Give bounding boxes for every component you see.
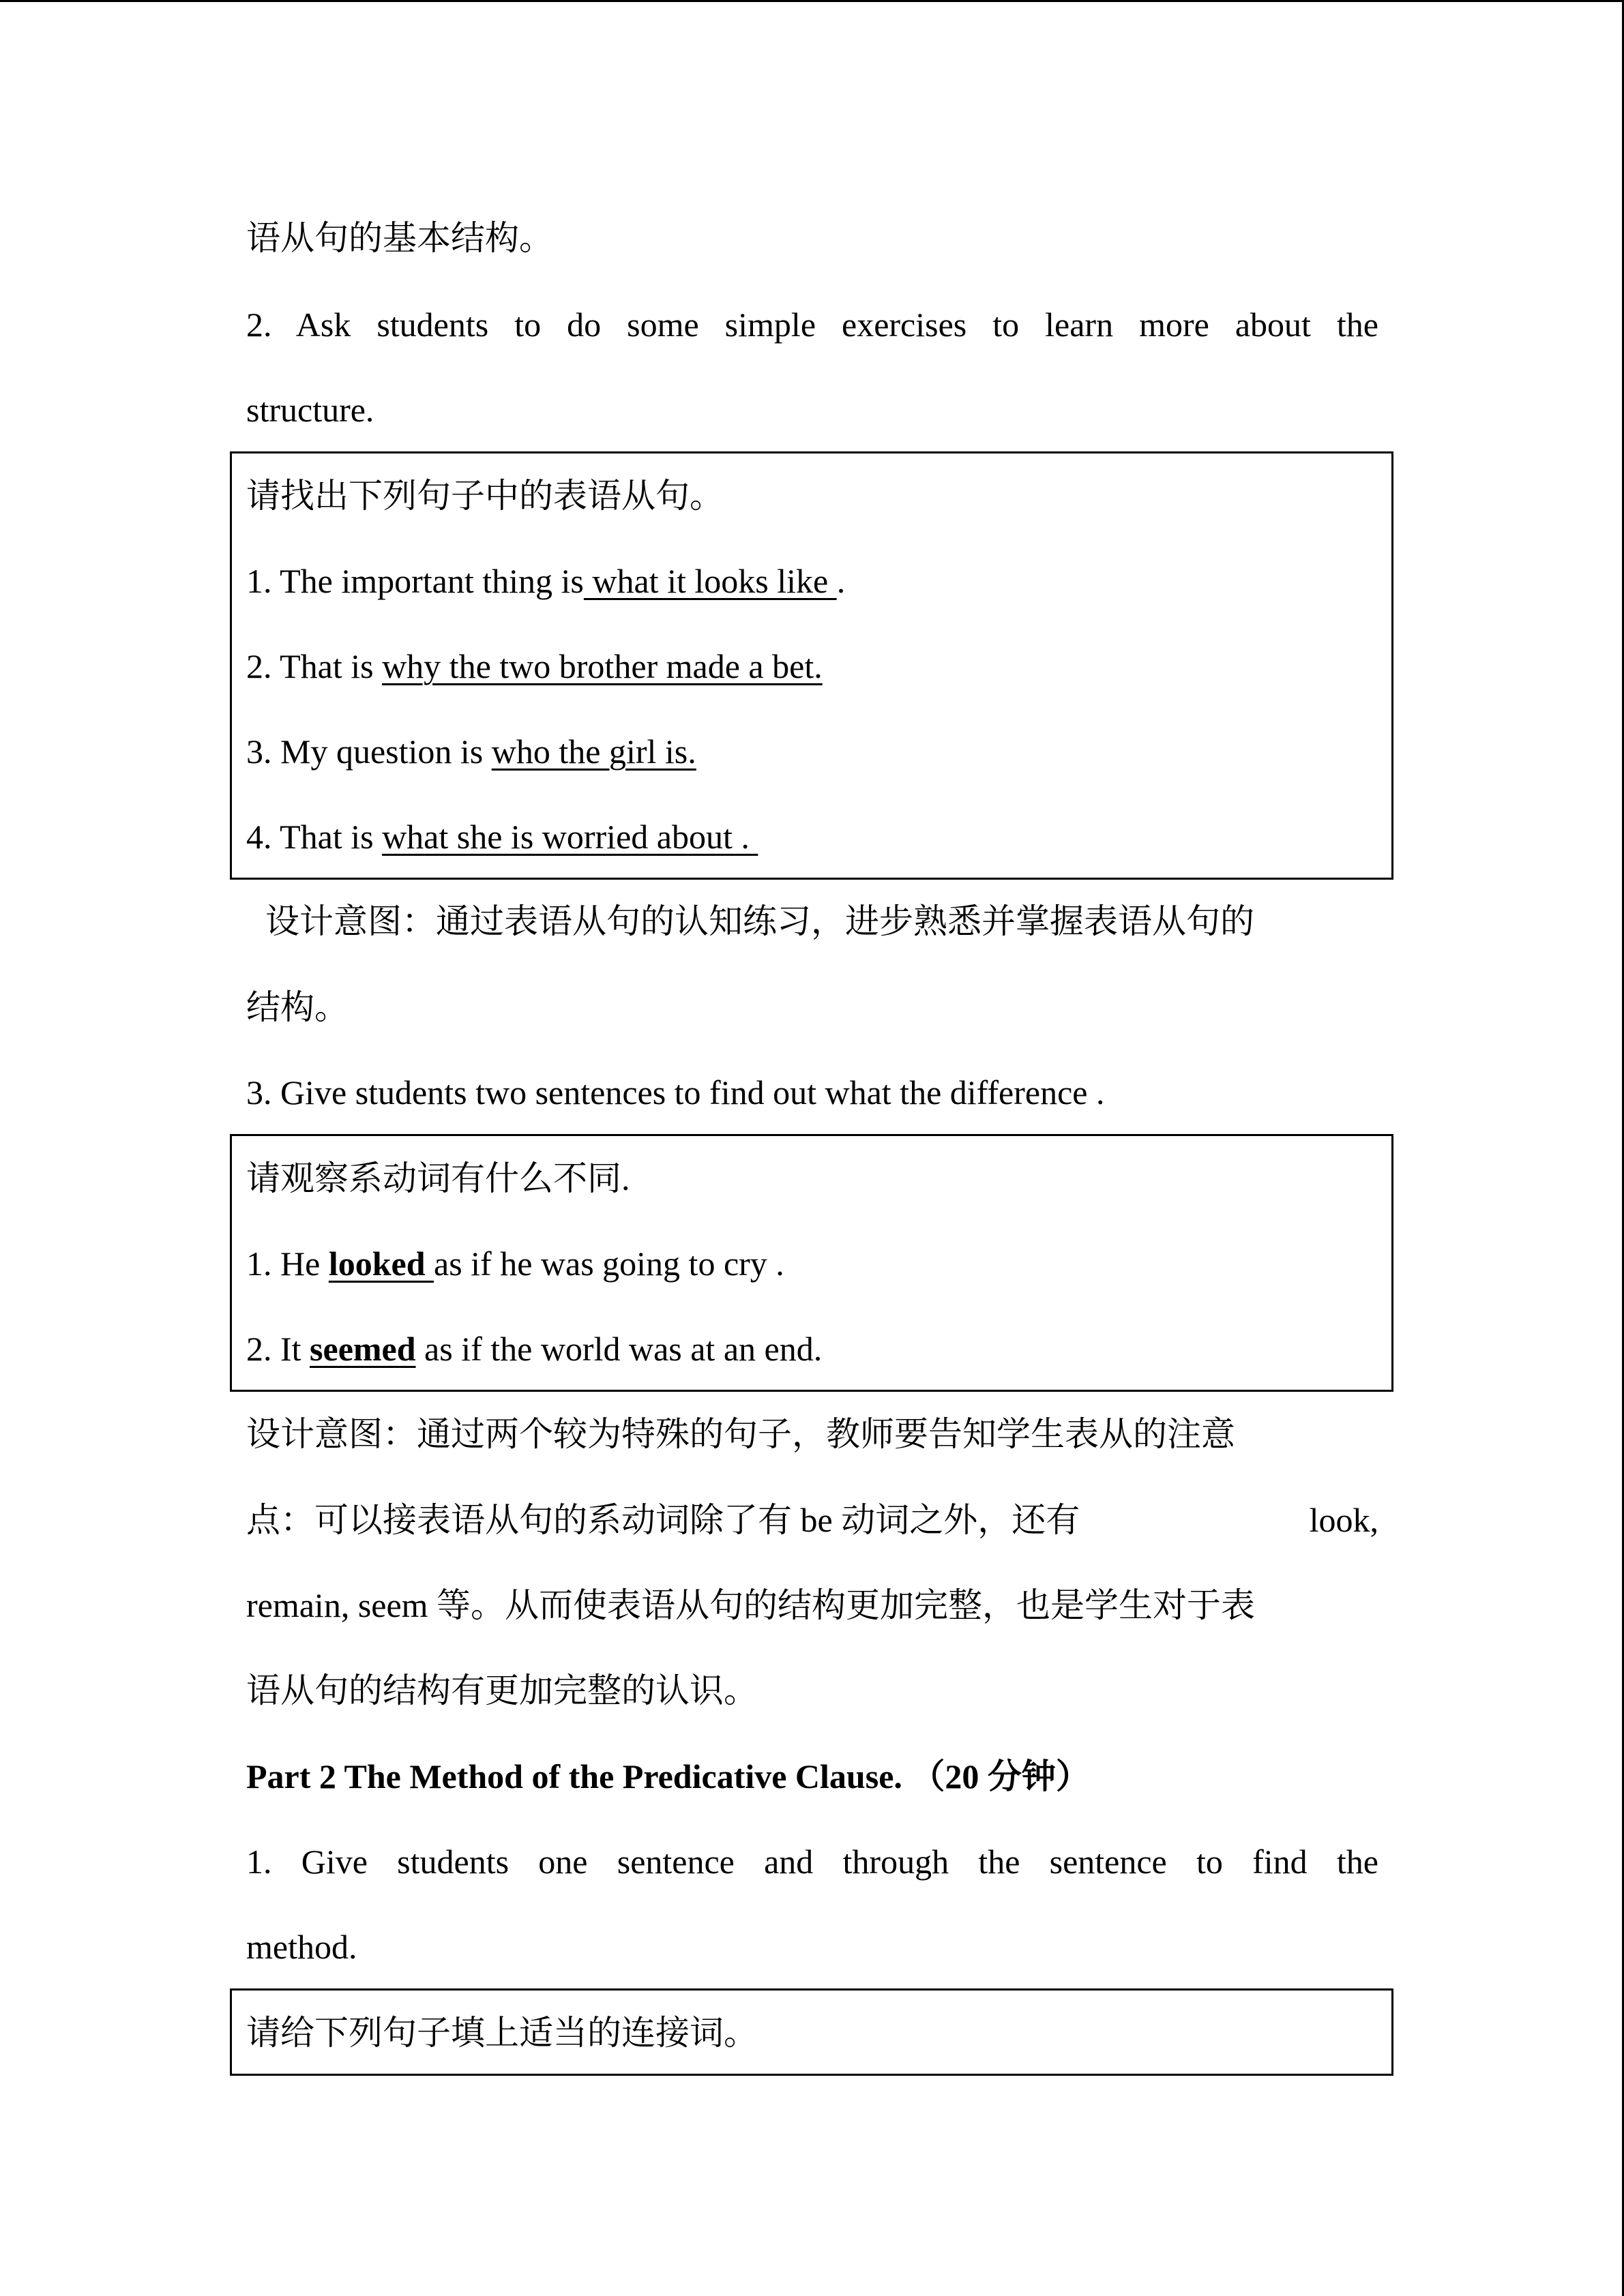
box1-item-4: [246, 816, 1378, 858]
clause-underlined: what it looks like: [583, 562, 837, 600]
item-suffix: .: [836, 562, 846, 600]
item-text: 1. The important thing is: [246, 562, 584, 600]
line-text: 点：可以接表语从句的系动词除了有 be 动词之外，还有: [246, 1501, 1080, 1539]
clause-underlined: what she is worried about .: [382, 818, 758, 856]
design-intent-1-line1: 设计意图：通过表语从句的认知练习，进步熟悉并掌握表语从句的: [265, 902, 1254, 940]
item-text: 4. That is: [246, 818, 383, 856]
box1-prompt: 请找出下列句子中的表语从句。: [246, 477, 724, 515]
box2-item-2: [246, 1328, 1378, 1370]
design-intent-2-line4: 语从句的结构有更加完整的认识。: [246, 1671, 758, 1710]
item-text: 1. He: [246, 1244, 329, 1283]
box3-prompt: 请给下列句子填上适当的连接词。: [246, 2014, 758, 2052]
part2-title: Part 2 The Method of the Predicative Clause.: [246, 1757, 902, 1795]
step1-tail: 语从句的基本结构。: [246, 219, 553, 257]
exercise-box-conjunctions: [230, 1988, 1393, 2076]
box1-item-1: [246, 560, 1378, 602]
design-intent-1-line2: 结构。: [246, 988, 349, 1026]
item-text: 3. My question is: [246, 732, 492, 771]
design-intent-2-line1: 设计意图：通过两个较为特殊的句子，教师要告知学生表从的注意: [246, 1415, 1235, 1453]
item-text: 2. That is: [246, 647, 383, 685]
box1-item-3: [246, 730, 1378, 773]
item-suffix: as if the world was at an end.: [415, 1330, 823, 1368]
item-suffix: as if he was going to cry .: [434, 1244, 784, 1283]
step2-line1: 2. Ask students to do some simple exercises to learn more about the: [246, 305, 1378, 344]
step2-line2: structure.: [246, 391, 374, 429]
verb-highlight: seemed: [310, 1330, 416, 1368]
box2-item-1: [246, 1242, 1378, 1285]
design-intent-2-line2: [246, 1499, 1378, 1541]
part2-heading: [246, 1755, 1378, 1798]
verb-highlight: looked: [328, 1244, 434, 1283]
step3: 3. Give students two sentences to find out what the difference .: [246, 1073, 1105, 1112]
part2-step1-line1: 1. Give students one sentence and through the sentence to find the: [246, 1843, 1378, 1881]
box1-item-2: [246, 645, 1378, 687]
design-intent-2-line3: remain, seem 等。从而使表语从句的结构更加完整，也是学生对于表: [246, 1586, 1256, 1624]
box2-prompt: 请观察系动词有什么不同.: [246, 1159, 630, 1197]
part2-step1-line2: method.: [246, 1928, 357, 1966]
line-text-end: look,: [1309, 1501, 1378, 1539]
clause-underlined: why the two brother made a bet.: [382, 647, 823, 685]
clause-underlined: who the girl is.: [491, 732, 696, 771]
page-top-border: [0, 0, 1624, 2]
part2-duration: （20 分钟）: [911, 1757, 1090, 1795]
item-text: 2. It: [246, 1330, 310, 1368]
exercise-box-predicative: [230, 451, 1393, 880]
exercise-box-linking-verbs: [230, 1134, 1393, 1392]
